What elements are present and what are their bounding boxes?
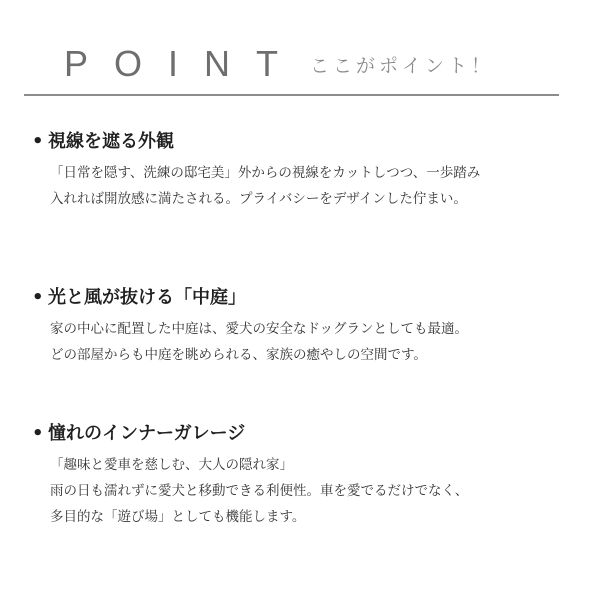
bullet-marker: • bbox=[32, 423, 44, 444]
point-subtitle: ここがポイント！ bbox=[310, 55, 495, 77]
section-body bbox=[50, 316, 590, 368]
point-header bbox=[0, 0, 595, 96]
section-heading bbox=[32, 422, 245, 446]
section-body bbox=[50, 160, 590, 212]
section-heading bbox=[32, 286, 246, 310]
bullet-marker: • bbox=[32, 287, 44, 308]
bullet-marker: • bbox=[32, 131, 44, 152]
body-line: 「趣味と愛車を慈しむ、大人の隠れ家」 bbox=[50, 457, 293, 473]
body-line: 「日常を隠す、洗練の邸宅美」外からの視線をカットしつつ、一歩踏み bbox=[50, 165, 481, 181]
header-divider bbox=[24, 94, 559, 96]
section-heading bbox=[32, 130, 174, 154]
body-line: 多目的な「遊び場」としても機能します。 bbox=[50, 509, 306, 525]
body-line: 雨の日も濡れずに愛犬と移動できる利便性。車を愛でるだけでなく、 bbox=[50, 483, 469, 499]
body-line: 入れれば開放感に満たされる。プライバシーをデザインした佇まい。 bbox=[50, 191, 467, 207]
section-heading-text: 憧れのインナーガレージ bbox=[48, 423, 246, 444]
body-line: 家の中心に配置した中庭は、愛犬の安全なドッグランとしても最適。 bbox=[50, 321, 468, 337]
section-heading-text: 光と風が抜ける「中庭」 bbox=[48, 287, 246, 308]
body-line: どの部屋からも中庭を眺められる、家族の癒やしの空間です。 bbox=[50, 347, 427, 363]
section-heading-text: 視線を遮る外観 bbox=[48, 131, 174, 152]
point-title: POINT bbox=[64, 43, 305, 84]
section-body bbox=[50, 452, 590, 530]
